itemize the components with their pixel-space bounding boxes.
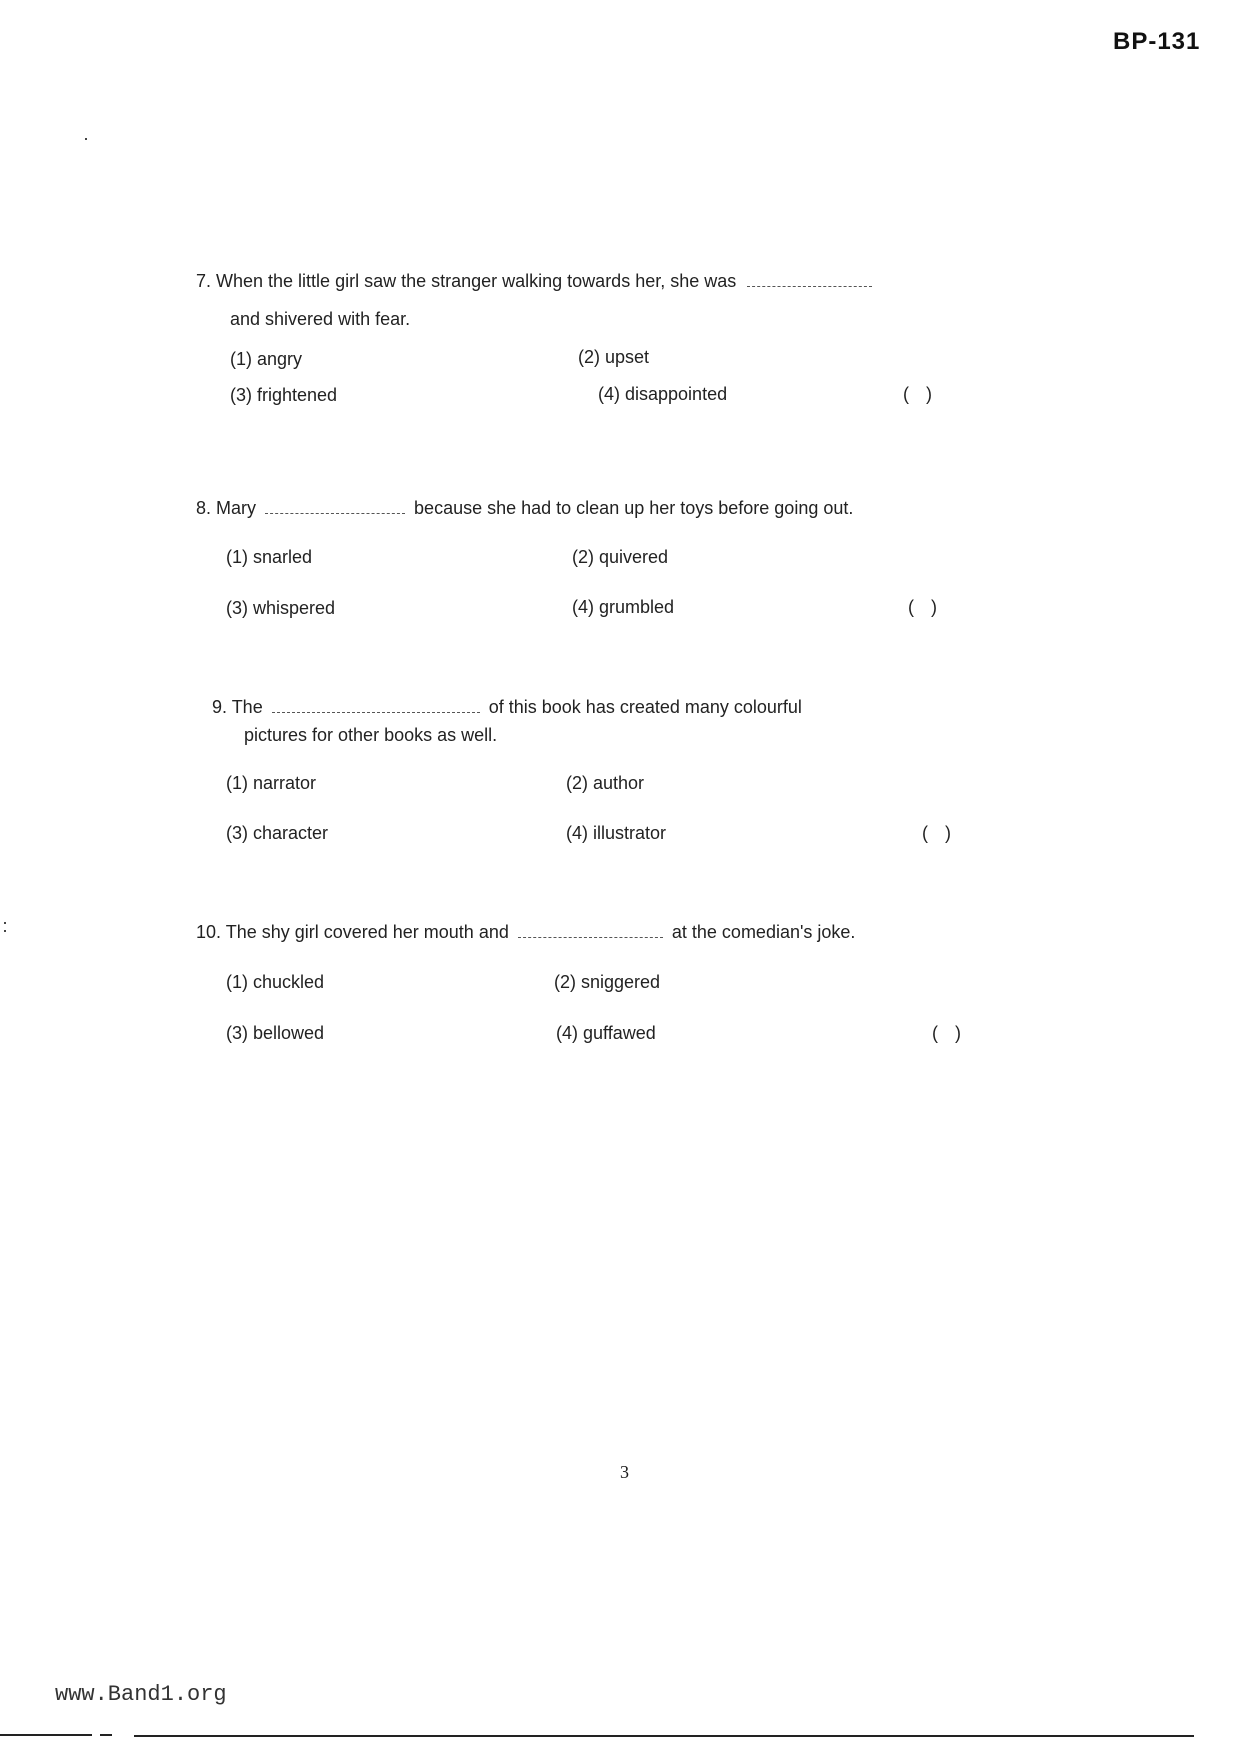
question-8-text-start: 8. Mary: [196, 498, 257, 518]
answer-box: ( ): [908, 597, 943, 617]
answer-box: ( ): [922, 823, 957, 843]
answer-blank: [272, 698, 480, 713]
question-10-text-start: 10. The shy girl covered her mouth and: [196, 922, 509, 942]
question-9-text-start: 9. The: [212, 697, 263, 717]
option-2: (2) upset: [578, 347, 650, 367]
question-8-text-end: because she had to clean up her toys before going out.: [414, 498, 854, 518]
question-7-line-1: [196, 272, 872, 290]
option-1: (1) snarled: [226, 547, 313, 567]
answer-box: ( ): [903, 384, 938, 404]
option-3: (3) bellowed: [226, 1023, 325, 1043]
option-4: (4) guffawed: [556, 1023, 656, 1043]
question-9-text-line-2: pictures for other books as well.: [244, 725, 498, 745]
option-3: (3) character: [226, 823, 329, 843]
page-code: BP-131: [1113, 28, 1201, 55]
question-7-text: 7. When the little girl saw the stranger walking towards her, she was: [196, 271, 737, 291]
footer-rule: [100, 1734, 112, 1736]
option-2: (2) author: [566, 773, 645, 793]
scan-mark: [4, 930, 6, 932]
option-1: (1) angry: [230, 349, 303, 369]
question-9-text-end: of this book has created many colourful: [488, 697, 802, 717]
option-4: (4) illustrator: [566, 823, 667, 843]
option-1: (1) narrator: [226, 773, 317, 793]
scan-mark: [85, 138, 87, 140]
answer-blank: [747, 272, 872, 287]
answer-blank: [265, 499, 405, 514]
page-number: 3: [620, 1462, 629, 1482]
footer-rule: [0, 1734, 92, 1736]
question-8-line-1: [196, 499, 853, 517]
footer-rule: [134, 1735, 1194, 1737]
question-7-text-line-2: and shivered with fear.: [230, 309, 411, 329]
answer-box: ( ): [932, 1023, 967, 1043]
answer-blank: [518, 923, 663, 938]
question-10-text-end: at the comedian's joke.: [671, 922, 856, 942]
option-2: (2) quivered: [572, 547, 669, 567]
option-2: (2) sniggered: [554, 972, 661, 992]
option-4: (4) disappointed: [598, 384, 728, 404]
footer-website: www.Band1.org: [55, 1682, 227, 1707]
option-4: (4) grumbled: [572, 597, 675, 617]
option-1: (1) chuckled: [226, 972, 325, 992]
option-3: (3) whispered: [226, 598, 336, 618]
option-3: (3) frightened: [230, 385, 338, 405]
scan-mark: [4, 922, 6, 924]
question-10-line-1: [196, 923, 855, 941]
question-9-line-1: [212, 698, 802, 716]
